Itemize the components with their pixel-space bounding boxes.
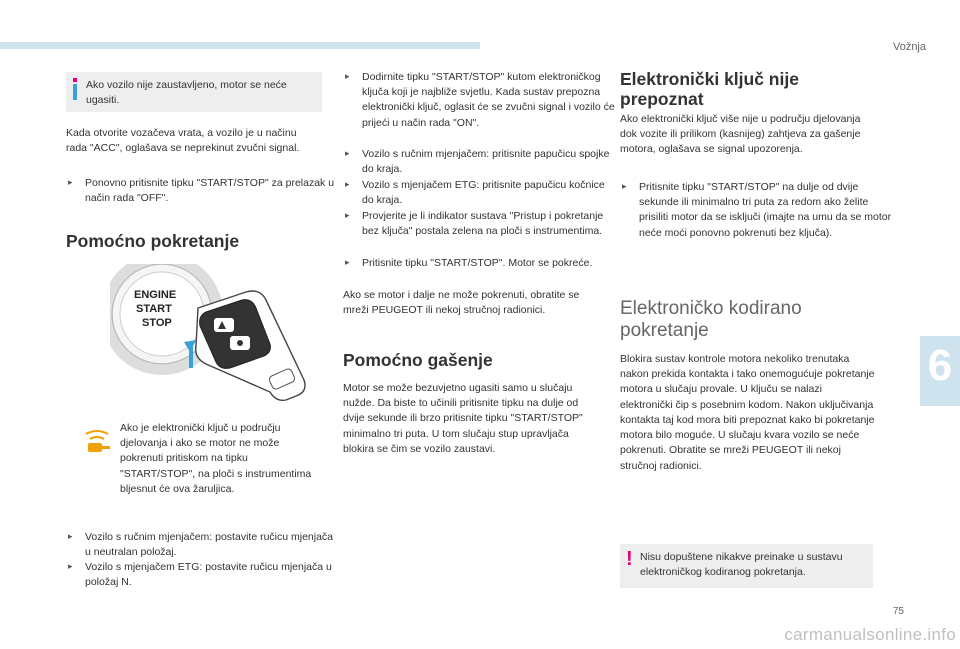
key-indicator-icon: [82, 428, 112, 456]
chapter-tab: [920, 336, 960, 406]
bullet-item: ▸ Vozilo s ručnim mjenjačem: postavite ručicu mjenjača u neutralan položaj.: [66, 530, 341, 560]
key-fob-illustration: [110, 264, 310, 406]
paragraph: Ako se motor i dalje ne može pokrenuti, obratite se mreži PEUGEOT ili nekoj stručnoj radionici.: [343, 289, 580, 317]
page-number: 75: [892, 606, 904, 617]
paragraph: Ako elektronički ključ više nije u području djelovanja dok vozite ili prilikom (kasnijeg) zahtjeva za gašenje motora, oglašava se signal upozorenja.: [620, 113, 861, 156]
bullet-item: ▸ Pritisnite tipku "START/STOP" na dulje od dvije sekunde ili minimalno tri puta za redom ako želite prisiliti motor da se isključi (imajte na umu da se motor neće moći ponovno pokrenuti bez ključa).: [620, 180, 894, 241]
heading-assisted-start: Pomoćno pokretanje: [66, 231, 240, 251]
bullet-item: ▸ Provjerite je li indikator sustava "Pristup i pokretanje bez ključa" postala zelena na ploči s instrumentima.: [343, 209, 618, 239]
paragraph: Kada otvorite vozačeva vrata, a vozilo je u načinu rada "ACC", oglašava se neprekinut zvučni signal.: [66, 127, 300, 155]
chapter-number: 6: [927, 341, 953, 390]
header-bar: [0, 42, 480, 49]
bullet-item: ▸ Ponovno pritisnite tipku "START/STOP" za prelazak u način rada "OFF".: [66, 176, 337, 206]
heading-assisted-stop: Pomoćno gašenje: [343, 350, 493, 370]
paragraph: Motor se može bezuvjetno ugasiti samo u slučaju nužde. Da biste to učinili pritisnite tipku na dulje od dvije sekunde ili brzo pritisnite tipku "START/STOP" minimalno tri puta. U tom slučaju stup upravljača blokira se čim se vozilo zaustavi.: [343, 382, 583, 455]
heading-key-not-recognized: Elektronički ključ nije prepoznat: [620, 69, 799, 110]
info-box: [66, 72, 322, 112]
info-box-text: Ako vozilo nije zaustavljeno, motor se neće ugasiti.: [86, 79, 287, 107]
bullet-item: ▸ Pritisnite tipku "START/STOP". Motor se pokreće.: [343, 256, 618, 271]
warning-icon: !: [626, 548, 633, 570]
info-icon: [73, 78, 77, 100]
engine-label: ENGINE: [134, 289, 177, 301]
bullet-item: ▸ Vozilo s mjenjačem ETG: postavite ručicu mjenjača u položaj N.: [66, 560, 341, 590]
heading-electronic-immobiliser: Elektroničko kodirano pokretanje: [620, 298, 802, 341]
warning-box: [620, 544, 873, 588]
paragraph: Blokira sustav kontrole motora nekoliko trenutaka nakon prekida kontakta i tako onemogućuje pokretanje motora u slučaju provale. U ključu se nalazi elektronički čip s posebnim kodom. Nakon uključivanja kontakta taj kod mora biti prepoznat kako bi pokretanje motora bilo moguće. U slučaju kvara vozilo se neće pokrenuti. Obratite se mreži PEUGEOT ili nekoj stručnoj radionici.: [620, 353, 875, 472]
indicator-description: Ako je elektronički ključ u području djelovanja i ako se motor ne može pokrenuti pritiskom na tipku "START/STOP", na ploči s instrumentima bljesnut će ova žaruljica.: [120, 422, 312, 495]
start-label: START: [136, 303, 172, 315]
bullet-item: ▸ Vozilo s mjenjačem ETG: pritisnite papučicu kočnice do kraja.: [343, 178, 618, 208]
bullet-item: ▸ Dodirnite tipku "START/STOP" kutom elektroničkog ključa koji je najbliže svjetlu. Kada sustav prepozna elektronički ključ, oglasit će se zvučni signal i vozilo će prijeći u način rada "ON".: [343, 70, 618, 131]
bullet-item: ▸ Vozilo s ručnim mjenjačem: pritisnite papučicu spojke do kraja.: [343, 147, 618, 177]
watermark: carmanualsonline.info: [784, 625, 956, 644]
warning-box-text: Nisu dopuštene nikakve preinake u sustavu elektroničkog kodiranog pokretanja.: [640, 551, 843, 579]
section-title: Vožnja: [892, 41, 926, 53]
stop-label: STOP: [142, 317, 172, 329]
